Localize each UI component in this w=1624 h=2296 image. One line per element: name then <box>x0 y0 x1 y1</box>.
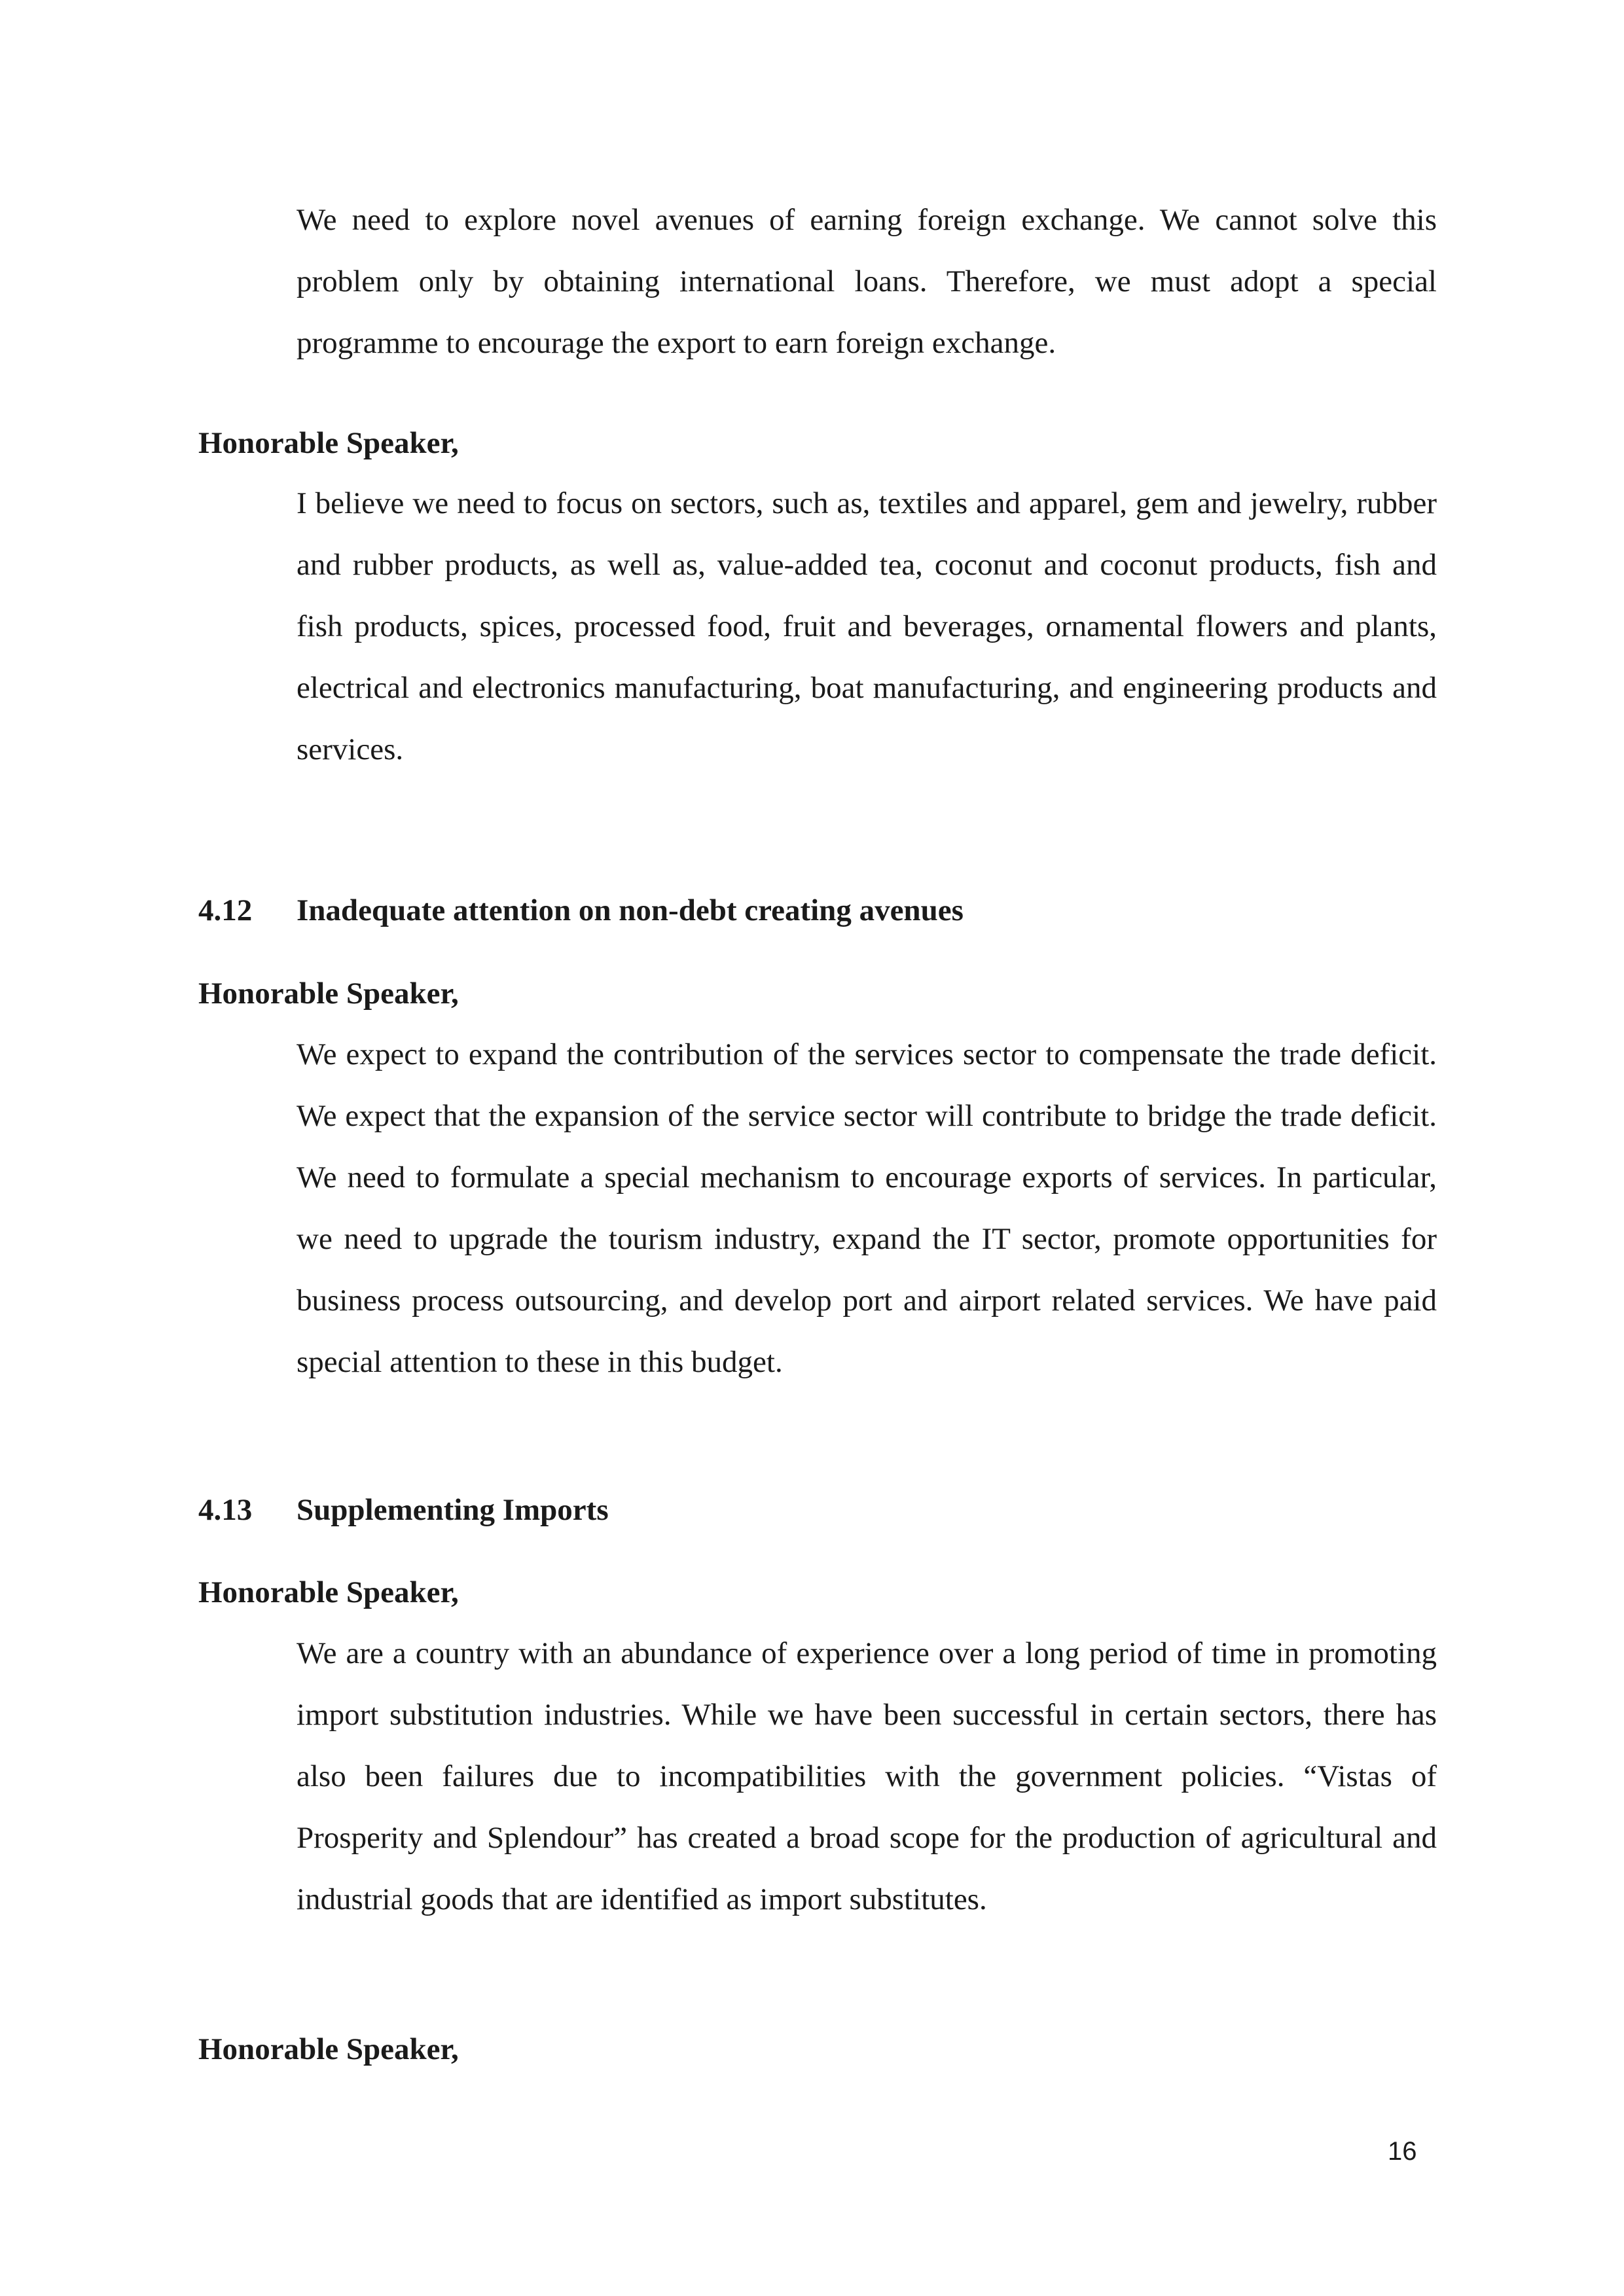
section-number: 4.12 <box>198 893 253 927</box>
page-number: 16 <box>1388 2137 1417 2166</box>
section-title: Supplementing Imports <box>297 1493 609 1527</box>
paragraph-export-sectors: I believe we need to focus on sectors, such as, textiles and apparel, gem and jewelry, rubber and rubber products, as well as, value-added tea, coconut and coconut products, fish and fish products, spices, processed food, fruit and beverages, ornamental flowers and plants, electrical and electronics manufacturing, boat manufacturing, and engineering products and services. <box>297 486 1437 766</box>
paragraph-services-sector: We expect to expand the contribution of the services sector to compensate the trade deficit. We expect that the expansion of the service sector will contribute to bridge the trade deficit. We need to formulate a special mechanism to encourage exports of services. In particular, we need to upgrade the tourism industry, expand the IT sector, promote opportunities for business process outsourcing, and develop port and airport related services. We have paid special attention to these in this budget. <box>297 1037 1437 1379</box>
section-heading-4-13 <box>198 1490 609 1530</box>
speaker-salutation: Honorable Speaker, <box>198 426 459 460</box>
section-heading-4-12 <box>198 891 964 930</box>
paragraph-foreign-exchange: We need to explore novel avenues of earning foreign exchange. We cannot solve this problem only by obtaining international loans. Therefore, we must adopt a special programme to encourage the export to earn foreign exchange. <box>297 203 1437 360</box>
section-number: 4.13 <box>198 1493 253 1527</box>
section-title: Inadequate attention on non-debt creating avenues <box>297 893 964 927</box>
speaker-salutation: Honorable Speaker, <box>198 2032 459 2066</box>
paragraph-import-substitution: We are a country with an abundance of experience over a long period of time in promoting import substitution industries. While we have been successful in certain sectors, there has also been failures due to incompatibilities with the government policies. “Vistas of Prosperity and Splendour” has created a broad scope for the production of agricultural and industrial goods that are identified as import substitutes. <box>297 1636 1437 1916</box>
speaker-salutation: Honorable Speaker, <box>198 977 459 1011</box>
speaker-salutation: Honorable Speaker, <box>198 1575 459 1609</box>
